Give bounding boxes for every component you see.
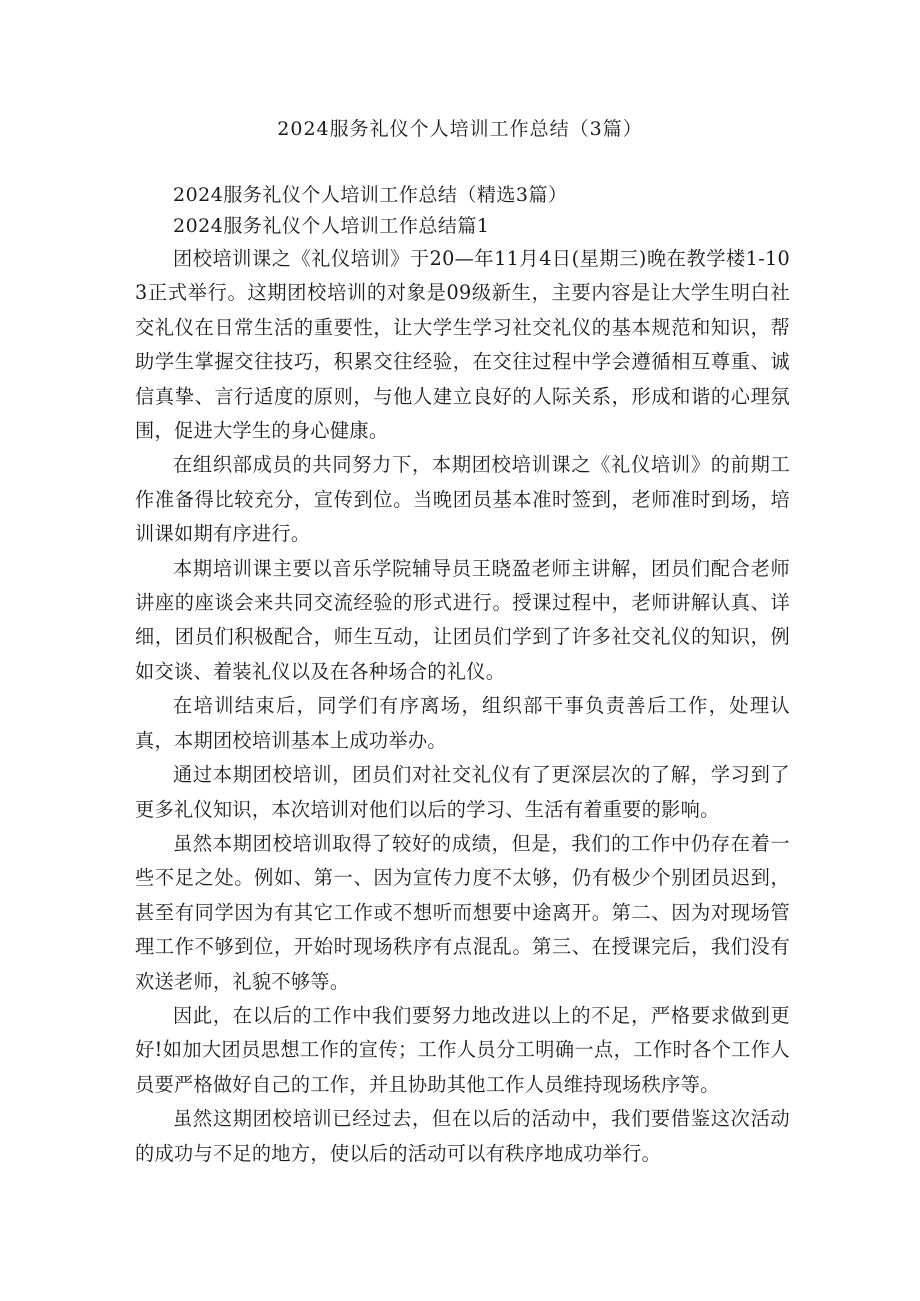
document-title: 2024服务礼仪个人培训工作总结（3篇） [277, 118, 643, 140]
paragraph: 团校培训课之《礼仪培训》于20—年11月4日(星期三)晚在教学楼1-103正式举行。这期团校培训的对象是09级新生，主要内容是让大学生明白社交礼仪在日常生活的重要性，让大学生学习社交礼仪的基本规范和知识，帮助学生掌握交往技巧，积累交往经验，在交往过程中学会遵循相互尊重、诚信真挚、言行适度的原则，与他人建立良好的人际关系，形成和谐的心理氛围，促进大学生的身心健康。 [135, 247, 790, 443]
section-heading: 2024服务礼仪个人培训工作总结篇1 [173, 215, 490, 237]
document-body [135, 180, 790, 1171]
paragraph: 因此，在以后的工作中我们要努力地改进以上的不足，严格要求做到更好!如加大团员思想工作的宣传；工作人员分工明确一点，工作时各个工作人员要严格做好自己的工作，并且协助其他工作人员维持现场秩序等。 [135, 1003, 790, 1096]
paragraph: 在培训结束后，同学们有序离场，组织部干事负责善后工作，处理认真，本期团校培训基本上成功举办。 [135, 694, 790, 752]
document-subtitle: 2024服务礼仪个人培训工作总结（精选3篇） [173, 184, 568, 206]
paragraph: 通过本期团校培训，团员们对社交礼仪有了更深层次的了解，学习到了更多礼仪知识，本次培训对他们以后的学习、生活有着重要的影响。 [135, 763, 790, 821]
paragraph: 本期培训课主要以音乐学院辅导员王晓盈老师主讲解，团员们配合老师讲座的座谈会来共同交流经验的形式进行。授课过程中，老师讲解认真、详细，团员们积极配合，师生互动，让团员们学到了许多社交礼仪的知识，例如交谈、着装礼仪以及在各种场合的礼仪。 [135, 556, 790, 683]
paragraph: 虽然本期团校培训取得了较好的成绩，但是，我们的工作中仍存在着一些不足之处。例如、第一、因为宣传力度不太够，仍有极少个别团员迟到，甚至有同学因为有其它工作或不想听而想要中途离开。第二、因为对现场管理工作不够到位，开始时现场秩序有点混乱。第三、在授课完后，我们没有欢送老师，礼貌不够等。 [135, 831, 790, 993]
paragraph: 虽然这期团校培训已经过去，但在以后的活动中，我们要借鉴这次活动的成功与不足的地方，使以后的活动可以有秩序地成功举行。 [135, 1107, 790, 1165]
paragraph: 在组织部成员的共同努力下，本期团校培训课之《礼仪培训》的前期工作准备得比较充分，宣传到位。当晚团员基本准时签到，老师准时到场，培训课如期有序进行。 [135, 453, 790, 546]
